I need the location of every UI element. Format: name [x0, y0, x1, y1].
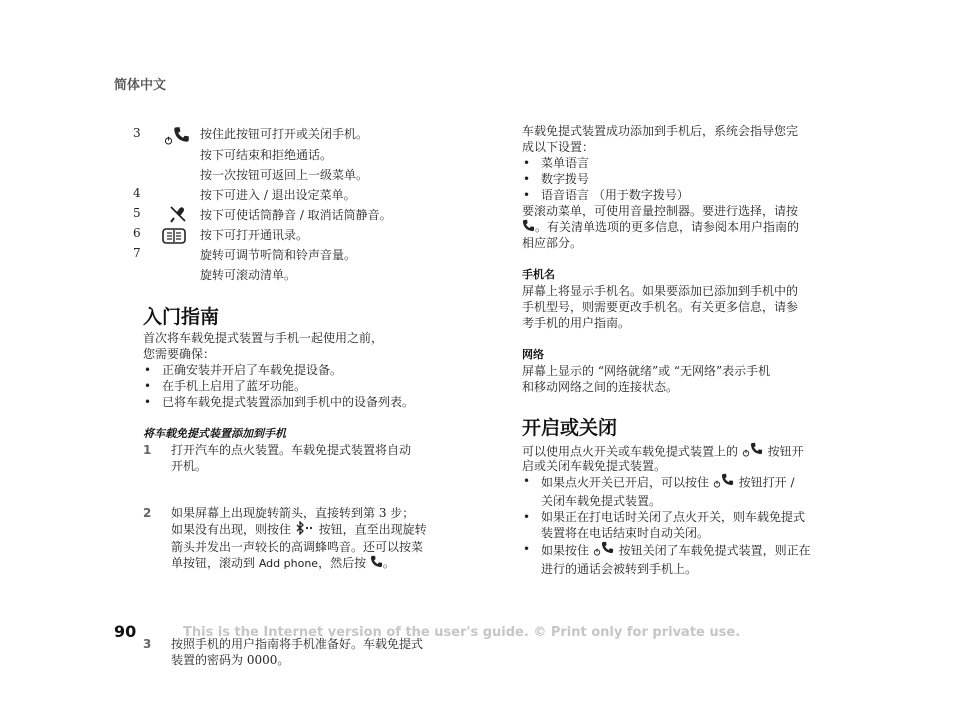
step-2-line-1: 如果屏幕上出现旋转箭头，直接转到第 3 步； — [171, 506, 415, 520]
power-phone-icon — [164, 124, 192, 152]
setup-scroll-1: 要滚动菜单，可使用音量控制器。要进行选择，请按 — [522, 204, 799, 218]
key-number-7: 7 — [133, 246, 141, 260]
step-1-line-1: 打开汽车的点火装置。车载免提式装置将自动 — [171, 443, 412, 457]
on-off-heading: 开启或关闭 — [522, 417, 618, 439]
key-number-6: 6 — [133, 226, 141, 240]
mute-mic-icon — [168, 204, 188, 228]
list-item: • 如果按住 按钮关闭了车载免提式装置，则正在 — [522, 541, 811, 561]
step-1-line-2: 开机。 — [171, 459, 208, 473]
on-off-bullets — [522, 473, 811, 577]
list-item: • 正确安装并开启了车载免提设备。 — [143, 362, 414, 378]
key-3-line-3: 按一次按钮可返回上一级菜单。 — [200, 168, 369, 182]
on-off-intro-2: 启或关闭车载免提式装置。 — [522, 459, 667, 473]
list-item: • 如果正在打电话时关闭了点火开关，则车载免提式 — [522, 509, 811, 525]
list-item: • 已将车载免提式装置添加到手机中的设备列表。 — [143, 394, 414, 410]
key-7-line-1: 旋转可调节听筒和铃声音量。 — [200, 248, 357, 262]
footer-note: This is the Internet version of the user's guide. © Print only for private use. — [183, 625, 741, 640]
step-number: 3 — [143, 637, 152, 651]
key-number-4: 4 — [133, 186, 141, 200]
add-device-heading: 将车载免提式装置添加到手机 — [143, 427, 286, 440]
list-item: • 语音语言 （用于数字拨号） — [522, 187, 689, 203]
on-off-intro-1: 可以使用点火开关或车载免提式装置上的 按钮开 — [522, 442, 804, 462]
step-number: 1 — [143, 443, 152, 457]
key-3-line-2: 按下可结束和拒绝通话。 — [200, 148, 333, 162]
list-item: • 菜单语言 — [522, 155, 689, 171]
key-number-5: 5 — [133, 206, 141, 220]
network-heading: 网络 — [522, 348, 544, 361]
power-phone-icon — [593, 541, 615, 561]
phone-name-line-2: 手机型号，则需要更改手机名。有关更多信息，请参 — [522, 300, 799, 314]
phone-name-line-3: 考手机的用户指南。 — [522, 316, 631, 330]
phonebook-icon — [162, 227, 186, 249]
getting-started-bullets — [143, 362, 414, 410]
setup-scroll-2: 。有关清单选项的更多信息，请参阅本用户指南的 — [522, 219, 799, 236]
getting-started-heading: 入门指南 — [143, 306, 220, 328]
key-7-line-2: 旋转可滚动清单。 — [200, 268, 297, 282]
list-item: 关闭车载免提式装置。 — [541, 494, 662, 508]
step-3-line-2: 装置的密码为 0000。 — [171, 653, 290, 667]
power-phone-icon — [713, 473, 735, 493]
bluetooth-icon — [295, 521, 315, 539]
network-line-2: 和移动网络之间的连接状态。 — [522, 380, 679, 394]
step-2-line-2: 如果没有出现，则按住 按钮，直至出现旋转 — [171, 521, 954, 539]
key-5-line-1: 按下可使话筒静音 / 取消话筒静音。 — [200, 208, 392, 222]
setup-intro-1: 车载免提式装置成功添加到手机后，系统会指导您完 — [522, 124, 799, 138]
step-2-line-4: 单按钮，滚动到 Add phone，然后按 。 — [171, 556, 395, 570]
getting-started-intro-1: 首次将车载免提式装置与手机一起使用之前， — [143, 331, 384, 345]
list-item: • 如果点火开关已开启，可以按住 按钮打开 / — [522, 473, 811, 493]
handset-icon — [522, 219, 535, 236]
step-3 — [143, 636, 954, 668]
list-item: • 在手机上启用了蓝牙功能。 — [143, 378, 414, 394]
list-item: • 数字拨号 — [522, 171, 689, 187]
list-item: 进行的通话会被转到手机上。 — [541, 562, 698, 576]
phone-name-heading: 手机名 — [522, 268, 555, 281]
step-number: 2 — [143, 506, 152, 520]
add-phone-menu-label: Add phone — [258, 557, 319, 570]
getting-started-intro-2: 您需要确保： — [143, 347, 216, 361]
key-6-line-1: 按下可打开通讯录。 — [200, 228, 309, 242]
key-3-line-1: 按住此按钮可打开或关闭手机。 — [200, 127, 369, 141]
setup-bullets — [522, 155, 689, 203]
list-item: 装置将在电话结束时自动关闭。 — [541, 526, 710, 540]
step-2-line-3: 箭头并发出一声较长的高调蜂鸣音。还可以按菜 — [171, 540, 424, 554]
phone-name-line-1: 屏幕上将显示手机名。如果要添加已添加到手机中的 — [522, 284, 799, 298]
network-line-1: 屏幕上显示的 “网络就绪”或 “无网络”表示手机 — [522, 364, 771, 378]
step-3-line-1: 按照手机的用户指南将手机准备好。车载免提式 — [171, 637, 424, 651]
page-number: 90 — [114, 622, 137, 641]
language-label: 简体中文 — [114, 78, 167, 93]
setup-intro-2: 成以下设置： — [522, 140, 595, 154]
key-number-3: 3 — [133, 126, 141, 140]
handset-icon — [370, 555, 383, 572]
power-phone-icon — [742, 442, 764, 462]
setup-scroll-3: 相应部分。 — [522, 236, 583, 250]
key-4-line-1: 按下可进入 / 退出设定菜单。 — [200, 188, 356, 202]
